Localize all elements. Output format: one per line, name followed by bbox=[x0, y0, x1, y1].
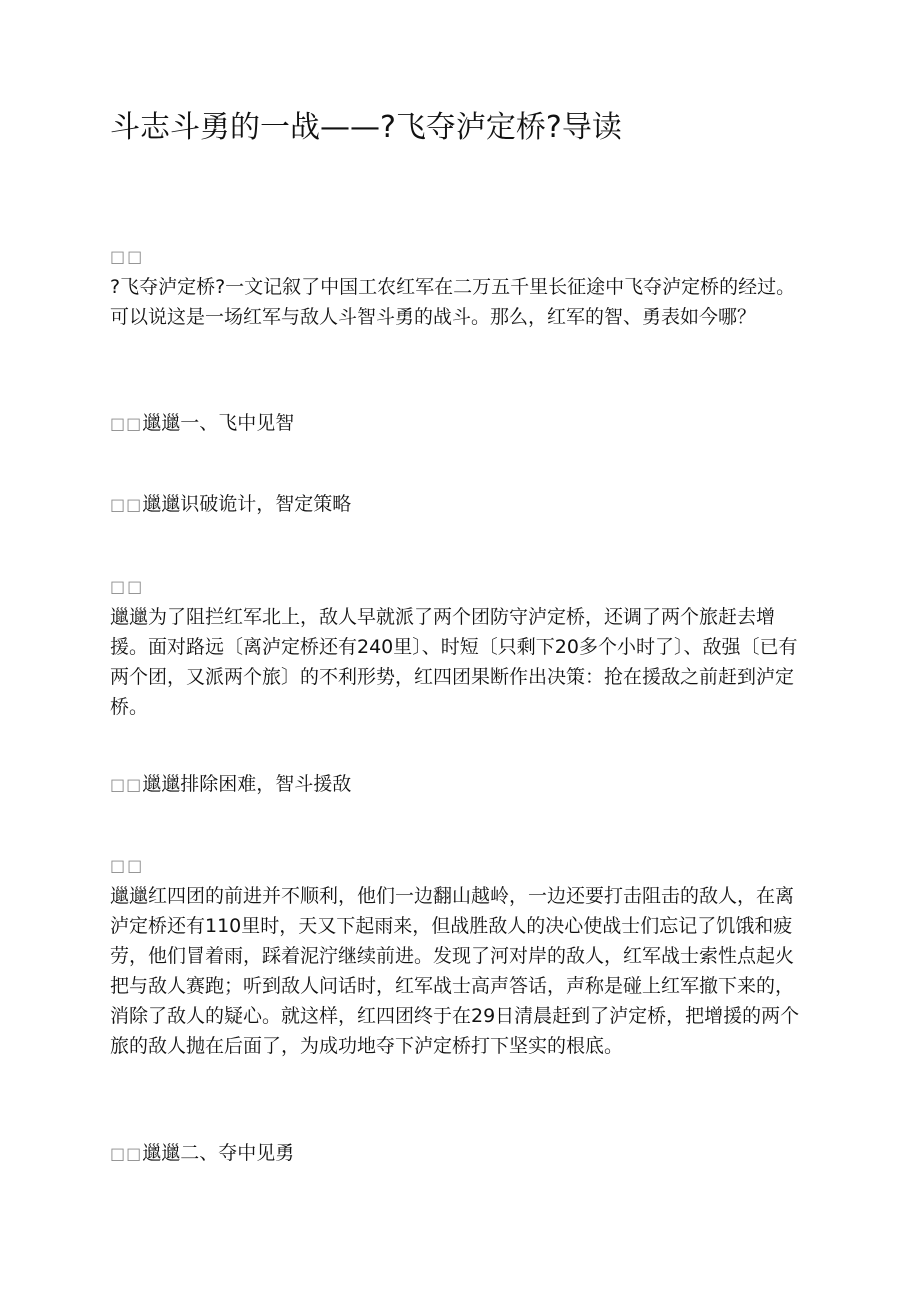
section-heading-2 bbox=[110, 1138, 294, 1169]
box-marker: □□ bbox=[110, 495, 143, 514]
heading-text: 邋邋二、夺中见勇 bbox=[142, 1142, 295, 1164]
paragraph-text: ?飞夺泸定桥?一文记叙了中国工农红军在二万五千里长征途中飞夺泸定桥的经过。可以说这是一场红军与敌人斗智斗勇的战斗。那么，红军的智、勇表如今哪？ bbox=[110, 276, 796, 328]
box-marker: □□ bbox=[110, 247, 145, 266]
heading-text: 邋邋一、飞中见智 bbox=[142, 412, 295, 434]
heading-text: 邋邋排除困难，智斗援敌 bbox=[142, 773, 352, 795]
box-marker: □□ bbox=[110, 577, 145, 596]
paragraph-strategy bbox=[110, 572, 810, 722]
document-title: 斗志斗勇的一战——?飞夺泸定桥?导读 bbox=[110, 110, 622, 145]
subheading-2 bbox=[110, 769, 351, 800]
box-marker: □□ bbox=[110, 775, 143, 794]
heading-text: 邋邋识破诡计，智定策略 bbox=[142, 493, 352, 515]
section-heading-1 bbox=[110, 408, 294, 439]
paragraph-text: 邋邋为了阻拦红军北上，敌人早就派了两个团防守泸定桥，还调了两个旅赶去增援。面对路远〔离泸定桥还有240里〕、时短〔只剩下20多个小时了〕、敌强〔已有两个团，又派两个旅〕的不利形势，红四团果断作出决策：抢在援敌之前赶到泸定桥。 bbox=[110, 606, 798, 718]
subheading-1 bbox=[110, 489, 351, 520]
box-marker: □□ bbox=[110, 414, 143, 433]
paragraph-text: 邋邋红四团的前进并不顺利，他们一边翻山越岭，一边还要打击阻击的敌人，在离泸定桥还有110里时，天又下起雨来，但战胜敌人的决心使战士们忘记了饥饿和疲劳，他们冒着雨，踩着泥泞继续前进。发现了河对岸的敌人，红军战士索性点起火把与敌人赛跑；听到敌人问话时，红军战士高声答话，声称是碰上红军撤下来的，消除了敌人的疑心。就这样，红四团终于在29日清晨赶到了泸定桥，把增援的两个旅的敌人抛在后面了，为成功地夺下泸定桥打下坚实的根底。 bbox=[110, 885, 800, 1057]
box-marker: □□ bbox=[110, 856, 145, 875]
paragraph-march bbox=[110, 851, 810, 1061]
box-marker: □□ bbox=[110, 1144, 143, 1163]
paragraph-intro bbox=[110, 242, 810, 332]
